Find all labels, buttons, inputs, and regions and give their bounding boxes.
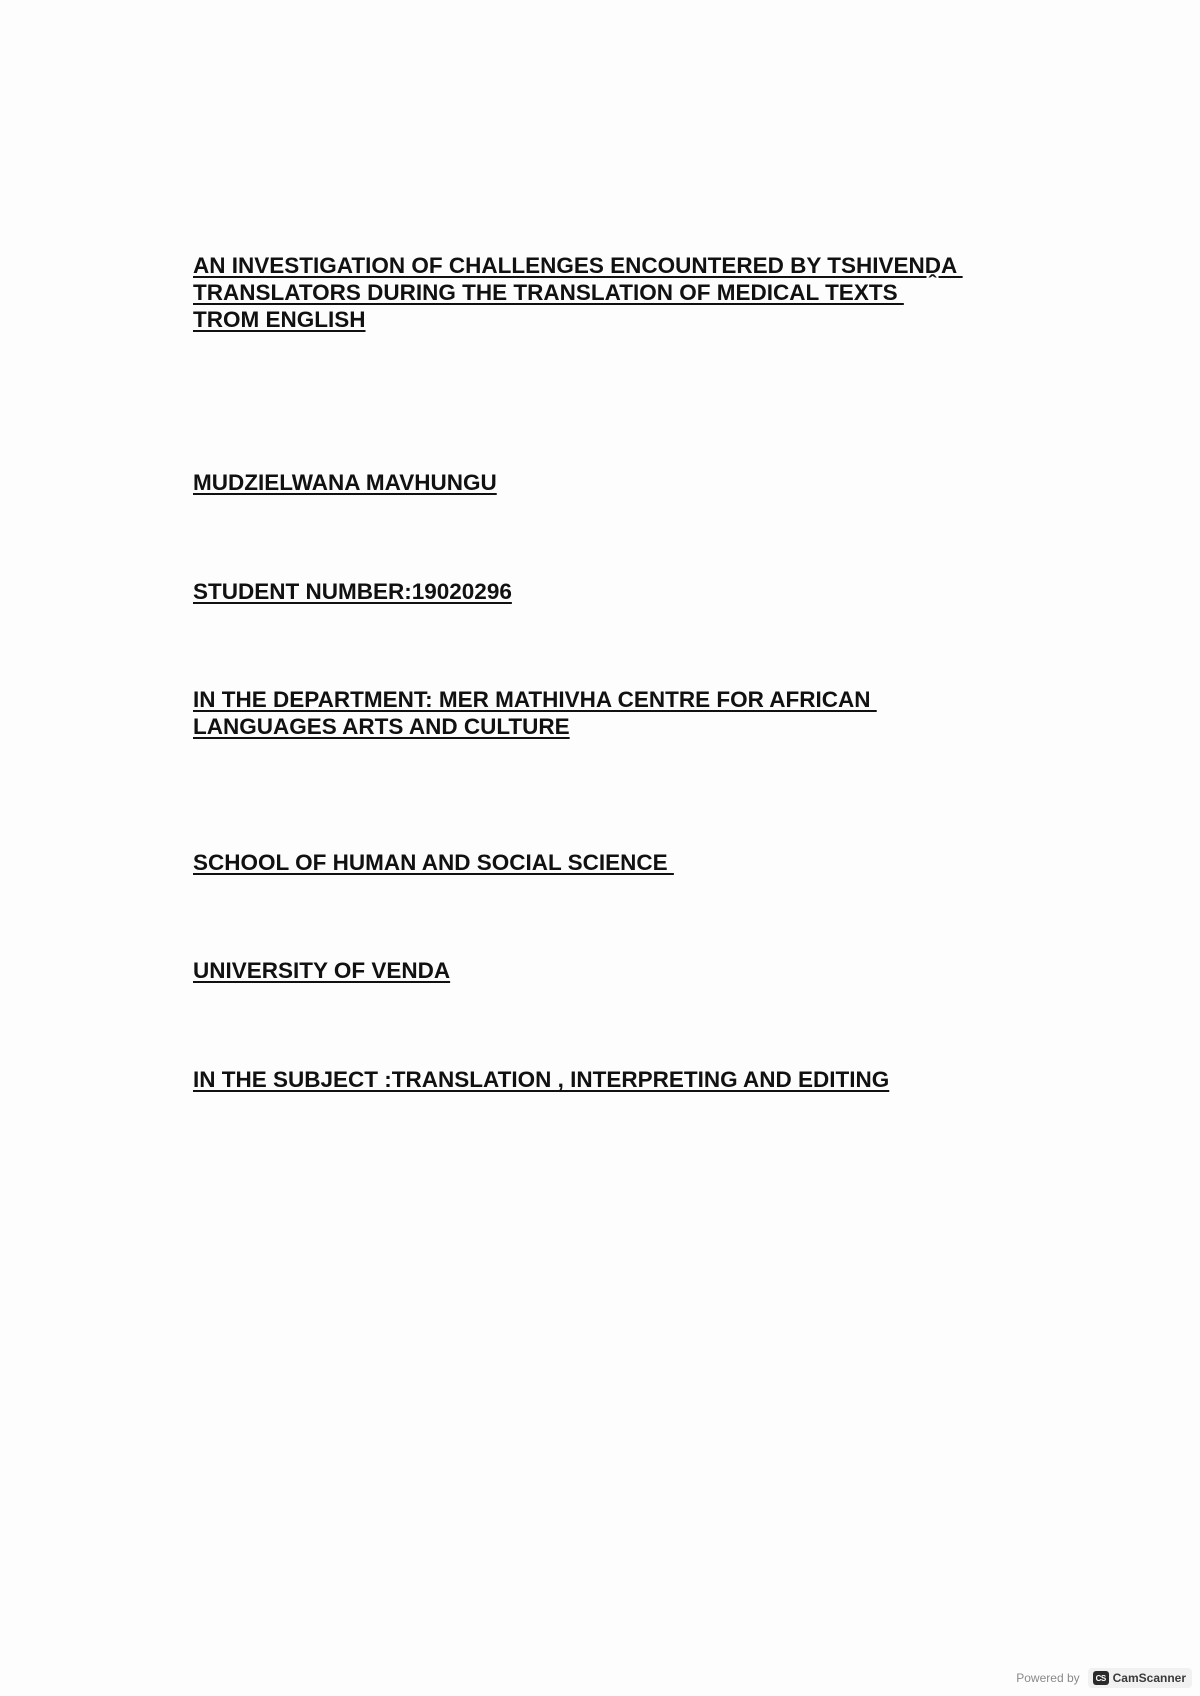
department bbox=[193, 686, 1053, 740]
student-number-text: STUDENT NUMBER:19020296 bbox=[193, 579, 512, 604]
department-line-1: IN THE DEPARTMENT: MER MATHIVHA CENTRE FOR AFRICAN bbox=[193, 687, 877, 712]
school bbox=[193, 849, 1053, 876]
university bbox=[193, 957, 1053, 984]
thesis-title bbox=[193, 252, 1053, 333]
department-line-2: LANGUAGES ARTS AND CULTURE bbox=[193, 714, 570, 739]
school-text: SCHOOL OF HUMAN AND SOCIAL SCIENCE bbox=[193, 850, 674, 875]
camscanner-watermark bbox=[1016, 1666, 1192, 1690]
subject bbox=[193, 1066, 1053, 1093]
student-number bbox=[193, 578, 1053, 605]
camscanner-brand-label: CamScanner bbox=[1112, 1671, 1186, 1685]
title-line-3: TROM ENGLISH bbox=[193, 307, 366, 332]
camscanner-badge bbox=[1088, 1668, 1192, 1688]
subject-text: IN THE SUBJECT :TRANSLATION , INTERPRETING AND EDITING bbox=[193, 1067, 890, 1092]
title-line-1: AN INVESTIGATION OF CHALLENGES ENCOUNTERED BY TSHIVENḒA bbox=[193, 253, 963, 278]
powered-by-label: Powered by bbox=[1016, 1671, 1080, 1685]
author-name bbox=[193, 469, 1053, 496]
camscanner-logo-icon: CS bbox=[1093, 1671, 1109, 1685]
title-line-2: TRANSLATORS DURING THE TRANSLATION OF MEDICAL TEXTS bbox=[193, 280, 904, 305]
university-text: UNIVERSITY OF VENDA bbox=[193, 958, 451, 983]
author-name-text: MUDZIELWANA MAVHUNGU bbox=[193, 470, 497, 495]
